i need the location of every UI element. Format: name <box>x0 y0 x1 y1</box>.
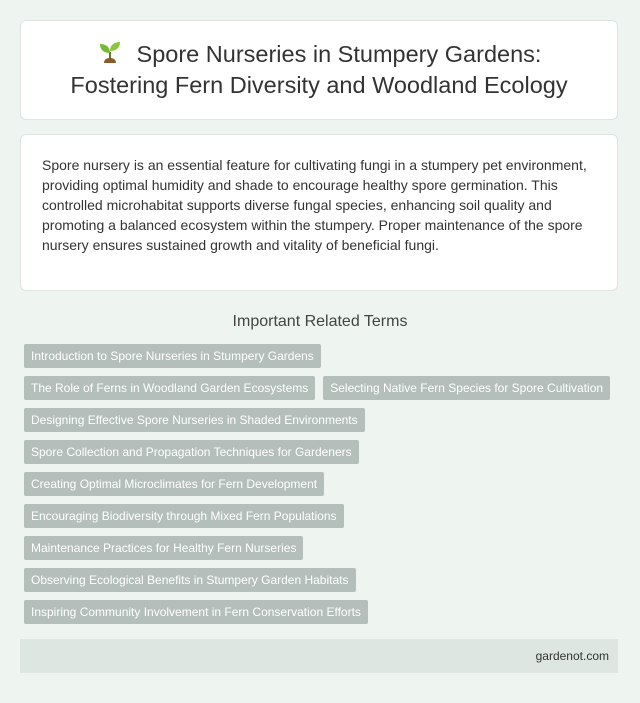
page-title-text: Spore Nurseries in Stumpery Gardens: Fostering Fern Diversity and Woodland Ecology <box>70 41 568 98</box>
related-term-tag[interactable]: Maintenance Practices for Healthy Fern Nurseries <box>24 536 303 560</box>
related-term-tag[interactable]: Introduction to Spore Nurseries in Stumpery Gardens <box>24 344 321 368</box>
related-term-tag[interactable]: Encouraging Biodiversity through Mixed Fern Populations <box>24 504 344 528</box>
summary-text: Spore nursery is an essential feature for cultivating fungi in a stumpery pet environment, providing optimal humidity and shade to encourage healthy spore germination. This controlled microhabitat supports diverse fungal species, enhancing soil quality and promoting a balanced ecosystem within the stumpery. Proper maintenance of the spore nursery ensures sustained growth and vitality of beneficial fungi. <box>42 157 587 253</box>
summary-card <box>20 134 618 291</box>
related-terms-heading: Important Related Terms <box>232 313 408 330</box>
related-term-tag[interactable]: The Role of Ferns in Woodland Garden Ecosystems <box>24 376 315 400</box>
related-terms-list <box>24 344 620 624</box>
related-term-tag[interactable]: Designing Effective Spore Nurseries in Shaded Environments <box>24 408 365 432</box>
related-term-tag[interactable]: Selecting Native Fern Species for Spore Cultivation <box>323 376 610 400</box>
sprout-icon <box>97 39 123 65</box>
related-term-tag[interactable]: Creating Optimal Microclimates for Fern Development <box>24 472 324 496</box>
related-term-tag[interactable]: Observing Ecological Benefits in Stumpery Garden Habitats <box>24 568 356 592</box>
title-card <box>20 20 618 120</box>
related-term-tag[interactable]: Spore Collection and Propagation Techniques for Gardeners <box>24 440 359 464</box>
related-term-tag[interactable]: Inspiring Community Involvement in Fern Conservation Efforts <box>24 600 368 624</box>
footer <box>20 639 618 673</box>
page-title <box>21 39 617 101</box>
footer-site-link[interactable]: gardenot.com <box>535 649 609 663</box>
